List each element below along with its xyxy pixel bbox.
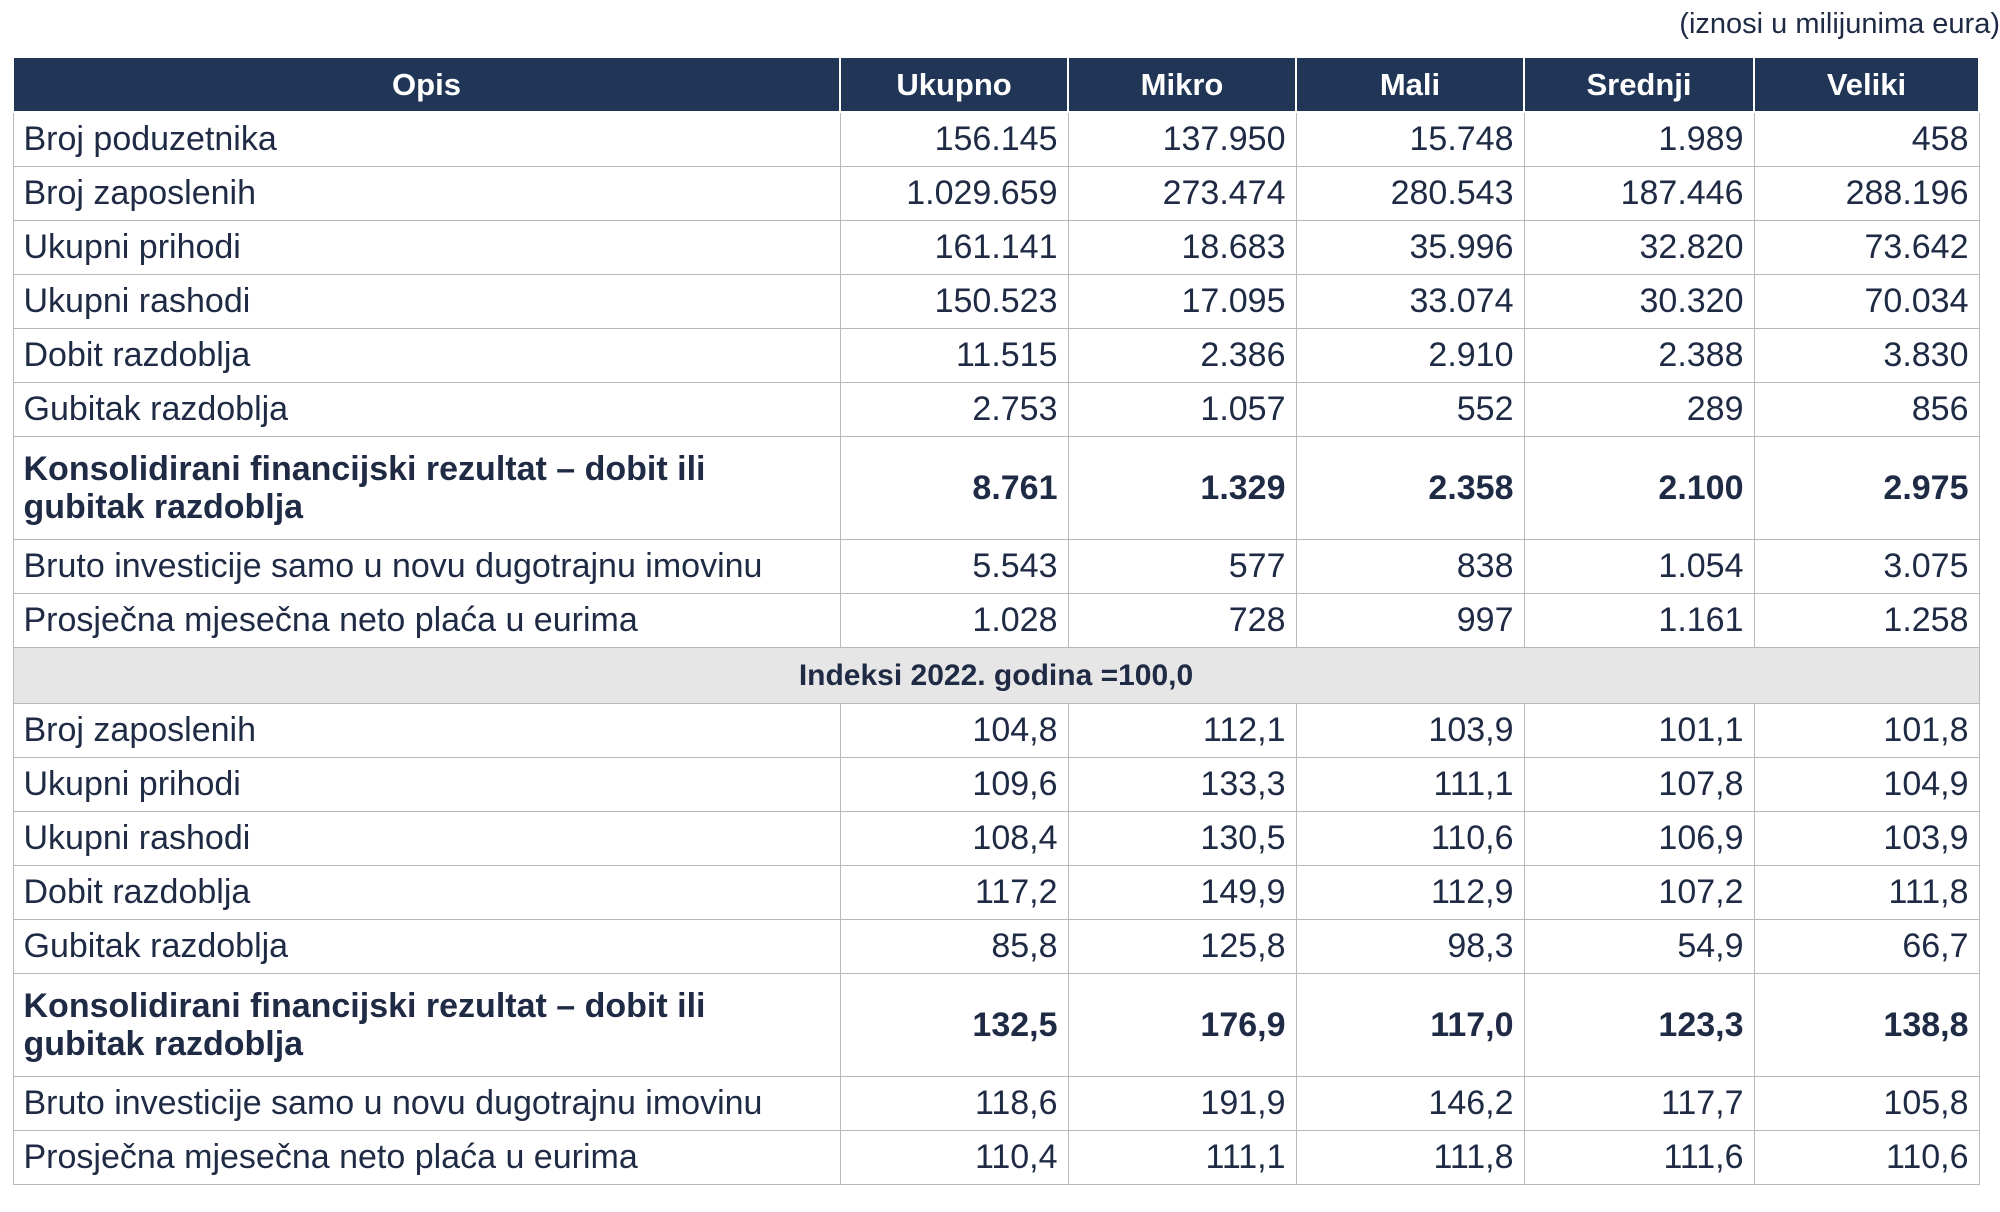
header-row: [13, 57, 1979, 112]
value-cell: 17.095: [1068, 275, 1296, 329]
row-label: Prosječna mjesečna neto plaća u eurima: [13, 594, 840, 648]
table-row: [13, 758, 1979, 812]
value-cell: 105,8: [1754, 1077, 1979, 1131]
value-cell: 111,1: [1068, 1131, 1296, 1185]
table-row: [13, 167, 1979, 221]
value-cell: 1.028: [840, 594, 1068, 648]
value-cell: 66,7: [1754, 920, 1979, 974]
value-cell: 138,8: [1754, 974, 1979, 1077]
row-label: Konsolidirani financijski rezultat – dobit ili gubitak razdoblja: [13, 974, 840, 1077]
value-cell: 117,7: [1524, 1077, 1754, 1131]
value-cell: 5.543: [840, 540, 1068, 594]
row-label: Bruto investicije samo u novu dugotrajnu imovinu: [13, 1077, 840, 1131]
value-cell: 1.029.659: [840, 167, 1068, 221]
value-cell: 1.057: [1068, 383, 1296, 437]
value-cell: 103,9: [1754, 812, 1979, 866]
value-cell: 838: [1296, 540, 1524, 594]
value-cell: 3.075: [1754, 540, 1979, 594]
financial-table: [12, 56, 1980, 1185]
value-cell: 106,9: [1524, 812, 1754, 866]
row-label: Broj zaposlenih: [13, 167, 840, 221]
units-note: (iznosi u milijunima eura): [1679, 8, 2000, 40]
row-label: Konsolidirani financijski rezultat – dobit ili gubitak razdoblja: [13, 437, 840, 540]
row-label: Ukupni prihodi: [13, 221, 840, 275]
value-cell: 552: [1296, 383, 1524, 437]
value-cell: 2.388: [1524, 329, 1754, 383]
value-cell: 73.642: [1754, 221, 1979, 275]
value-cell: 107,8: [1524, 758, 1754, 812]
value-cell: 70.034: [1754, 275, 1979, 329]
value-cell: 117,2: [840, 866, 1068, 920]
value-cell: 191,9: [1068, 1077, 1296, 1131]
value-cell: 35.996: [1296, 221, 1524, 275]
value-cell: 111,1: [1296, 758, 1524, 812]
value-cell: 32.820: [1524, 221, 1754, 275]
value-cell: 111,8: [1754, 866, 1979, 920]
value-cell: 109,6: [840, 758, 1068, 812]
value-cell: 137.950: [1068, 112, 1296, 167]
table-row: [13, 383, 1979, 437]
value-cell: 2.358: [1296, 437, 1524, 540]
value-cell: 101,1: [1524, 704, 1754, 758]
value-cell: 187.446: [1524, 167, 1754, 221]
table-row: [13, 275, 1979, 329]
value-cell: 2.753: [840, 383, 1068, 437]
value-cell: 2.910: [1296, 329, 1524, 383]
table-row: [13, 329, 1979, 383]
value-cell: 1.161: [1524, 594, 1754, 648]
value-cell: 107,2: [1524, 866, 1754, 920]
value-cell: 110,6: [1296, 812, 1524, 866]
value-cell: 15.748: [1296, 112, 1524, 167]
value-cell: 146,2: [1296, 1077, 1524, 1131]
value-cell: 110,4: [840, 1131, 1068, 1185]
column-header: Veliki: [1754, 57, 1979, 112]
value-cell: 3.830: [1754, 329, 1979, 383]
value-cell: 577: [1068, 540, 1296, 594]
column-header: Mali: [1296, 57, 1524, 112]
value-cell: 1.329: [1068, 437, 1296, 540]
value-cell: 8.761: [840, 437, 1068, 540]
value-cell: 85,8: [840, 920, 1068, 974]
value-cell: 118,6: [840, 1077, 1068, 1131]
table-row: [13, 1131, 1979, 1185]
table-row: [13, 540, 1979, 594]
table-row: [13, 221, 1979, 275]
row-label: Ukupni rashodi: [13, 812, 840, 866]
table-row: [13, 594, 1979, 648]
value-cell: 2.100: [1524, 437, 1754, 540]
table-body: [13, 112, 1979, 1185]
value-cell: 2.975: [1754, 437, 1979, 540]
value-cell: 98,3: [1296, 920, 1524, 974]
value-cell: 156.145: [840, 112, 1068, 167]
value-cell: 112,1: [1068, 704, 1296, 758]
table-row: [13, 974, 1979, 1077]
value-cell: 149,9: [1068, 866, 1296, 920]
table-row: [13, 812, 1979, 866]
value-cell: 110,6: [1754, 1131, 1979, 1185]
value-cell: 54,9: [1524, 920, 1754, 974]
row-label: Dobit razdoblja: [13, 329, 840, 383]
row-label: Gubitak razdoblja: [13, 383, 840, 437]
row-label: Broj zaposlenih: [13, 704, 840, 758]
value-cell: 117,0: [1296, 974, 1524, 1077]
row-label: Ukupni prihodi: [13, 758, 840, 812]
row-label: Gubitak razdoblja: [13, 920, 840, 974]
value-cell: 104,9: [1754, 758, 1979, 812]
value-cell: 176,9: [1068, 974, 1296, 1077]
value-cell: 130,5: [1068, 812, 1296, 866]
value-cell: 111,6: [1524, 1131, 1754, 1185]
column-header: Ukupno: [840, 57, 1068, 112]
row-label: Ukupni rashodi: [13, 275, 840, 329]
value-cell: 104,8: [840, 704, 1068, 758]
value-cell: 273.474: [1068, 167, 1296, 221]
section-header: Indeksi 2022. godina =100,0: [13, 648, 1979, 704]
column-header: Opis: [13, 57, 840, 112]
row-label: Dobit razdoblja: [13, 866, 840, 920]
table-row: [13, 920, 1979, 974]
value-cell: 161.141: [840, 221, 1068, 275]
value-cell: 132,5: [840, 974, 1068, 1077]
row-label: Bruto investicije samo u novu dugotrajnu imovinu: [13, 540, 840, 594]
column-header: Srednji: [1524, 57, 1754, 112]
value-cell: 133,3: [1068, 758, 1296, 812]
value-cell: 1.258: [1754, 594, 1979, 648]
value-cell: 18.683: [1068, 221, 1296, 275]
value-cell: 125,8: [1068, 920, 1296, 974]
value-cell: 30.320: [1524, 275, 1754, 329]
value-cell: 112,9: [1296, 866, 1524, 920]
value-cell: 728: [1068, 594, 1296, 648]
value-cell: 11.515: [840, 329, 1068, 383]
table-row: [13, 704, 1979, 758]
value-cell: 289: [1524, 383, 1754, 437]
table-row: [13, 437, 1979, 540]
value-cell: 280.543: [1296, 167, 1524, 221]
value-cell: 108,4: [840, 812, 1068, 866]
value-cell: 458: [1754, 112, 1979, 167]
value-cell: 1.054: [1524, 540, 1754, 594]
value-cell: 2.386: [1068, 329, 1296, 383]
table-header: [13, 57, 1979, 112]
row-label: Broj poduzetnika: [13, 112, 840, 167]
value-cell: 103,9: [1296, 704, 1524, 758]
table-row: [13, 112, 1979, 167]
table-row: [13, 866, 1979, 920]
value-cell: 288.196: [1754, 167, 1979, 221]
table-row: [13, 1077, 1979, 1131]
value-cell: 150.523: [840, 275, 1068, 329]
section-row: [13, 648, 1979, 704]
value-cell: 33.074: [1296, 275, 1524, 329]
value-cell: 997: [1296, 594, 1524, 648]
value-cell: 111,8: [1296, 1131, 1524, 1185]
value-cell: 123,3: [1524, 974, 1754, 1077]
value-cell: 856: [1754, 383, 1979, 437]
value-cell: 101,8: [1754, 704, 1979, 758]
row-label: Prosječna mjesečna neto plaća u eurima: [13, 1131, 840, 1185]
column-header: Mikro: [1068, 57, 1296, 112]
value-cell: 1.989: [1524, 112, 1754, 167]
